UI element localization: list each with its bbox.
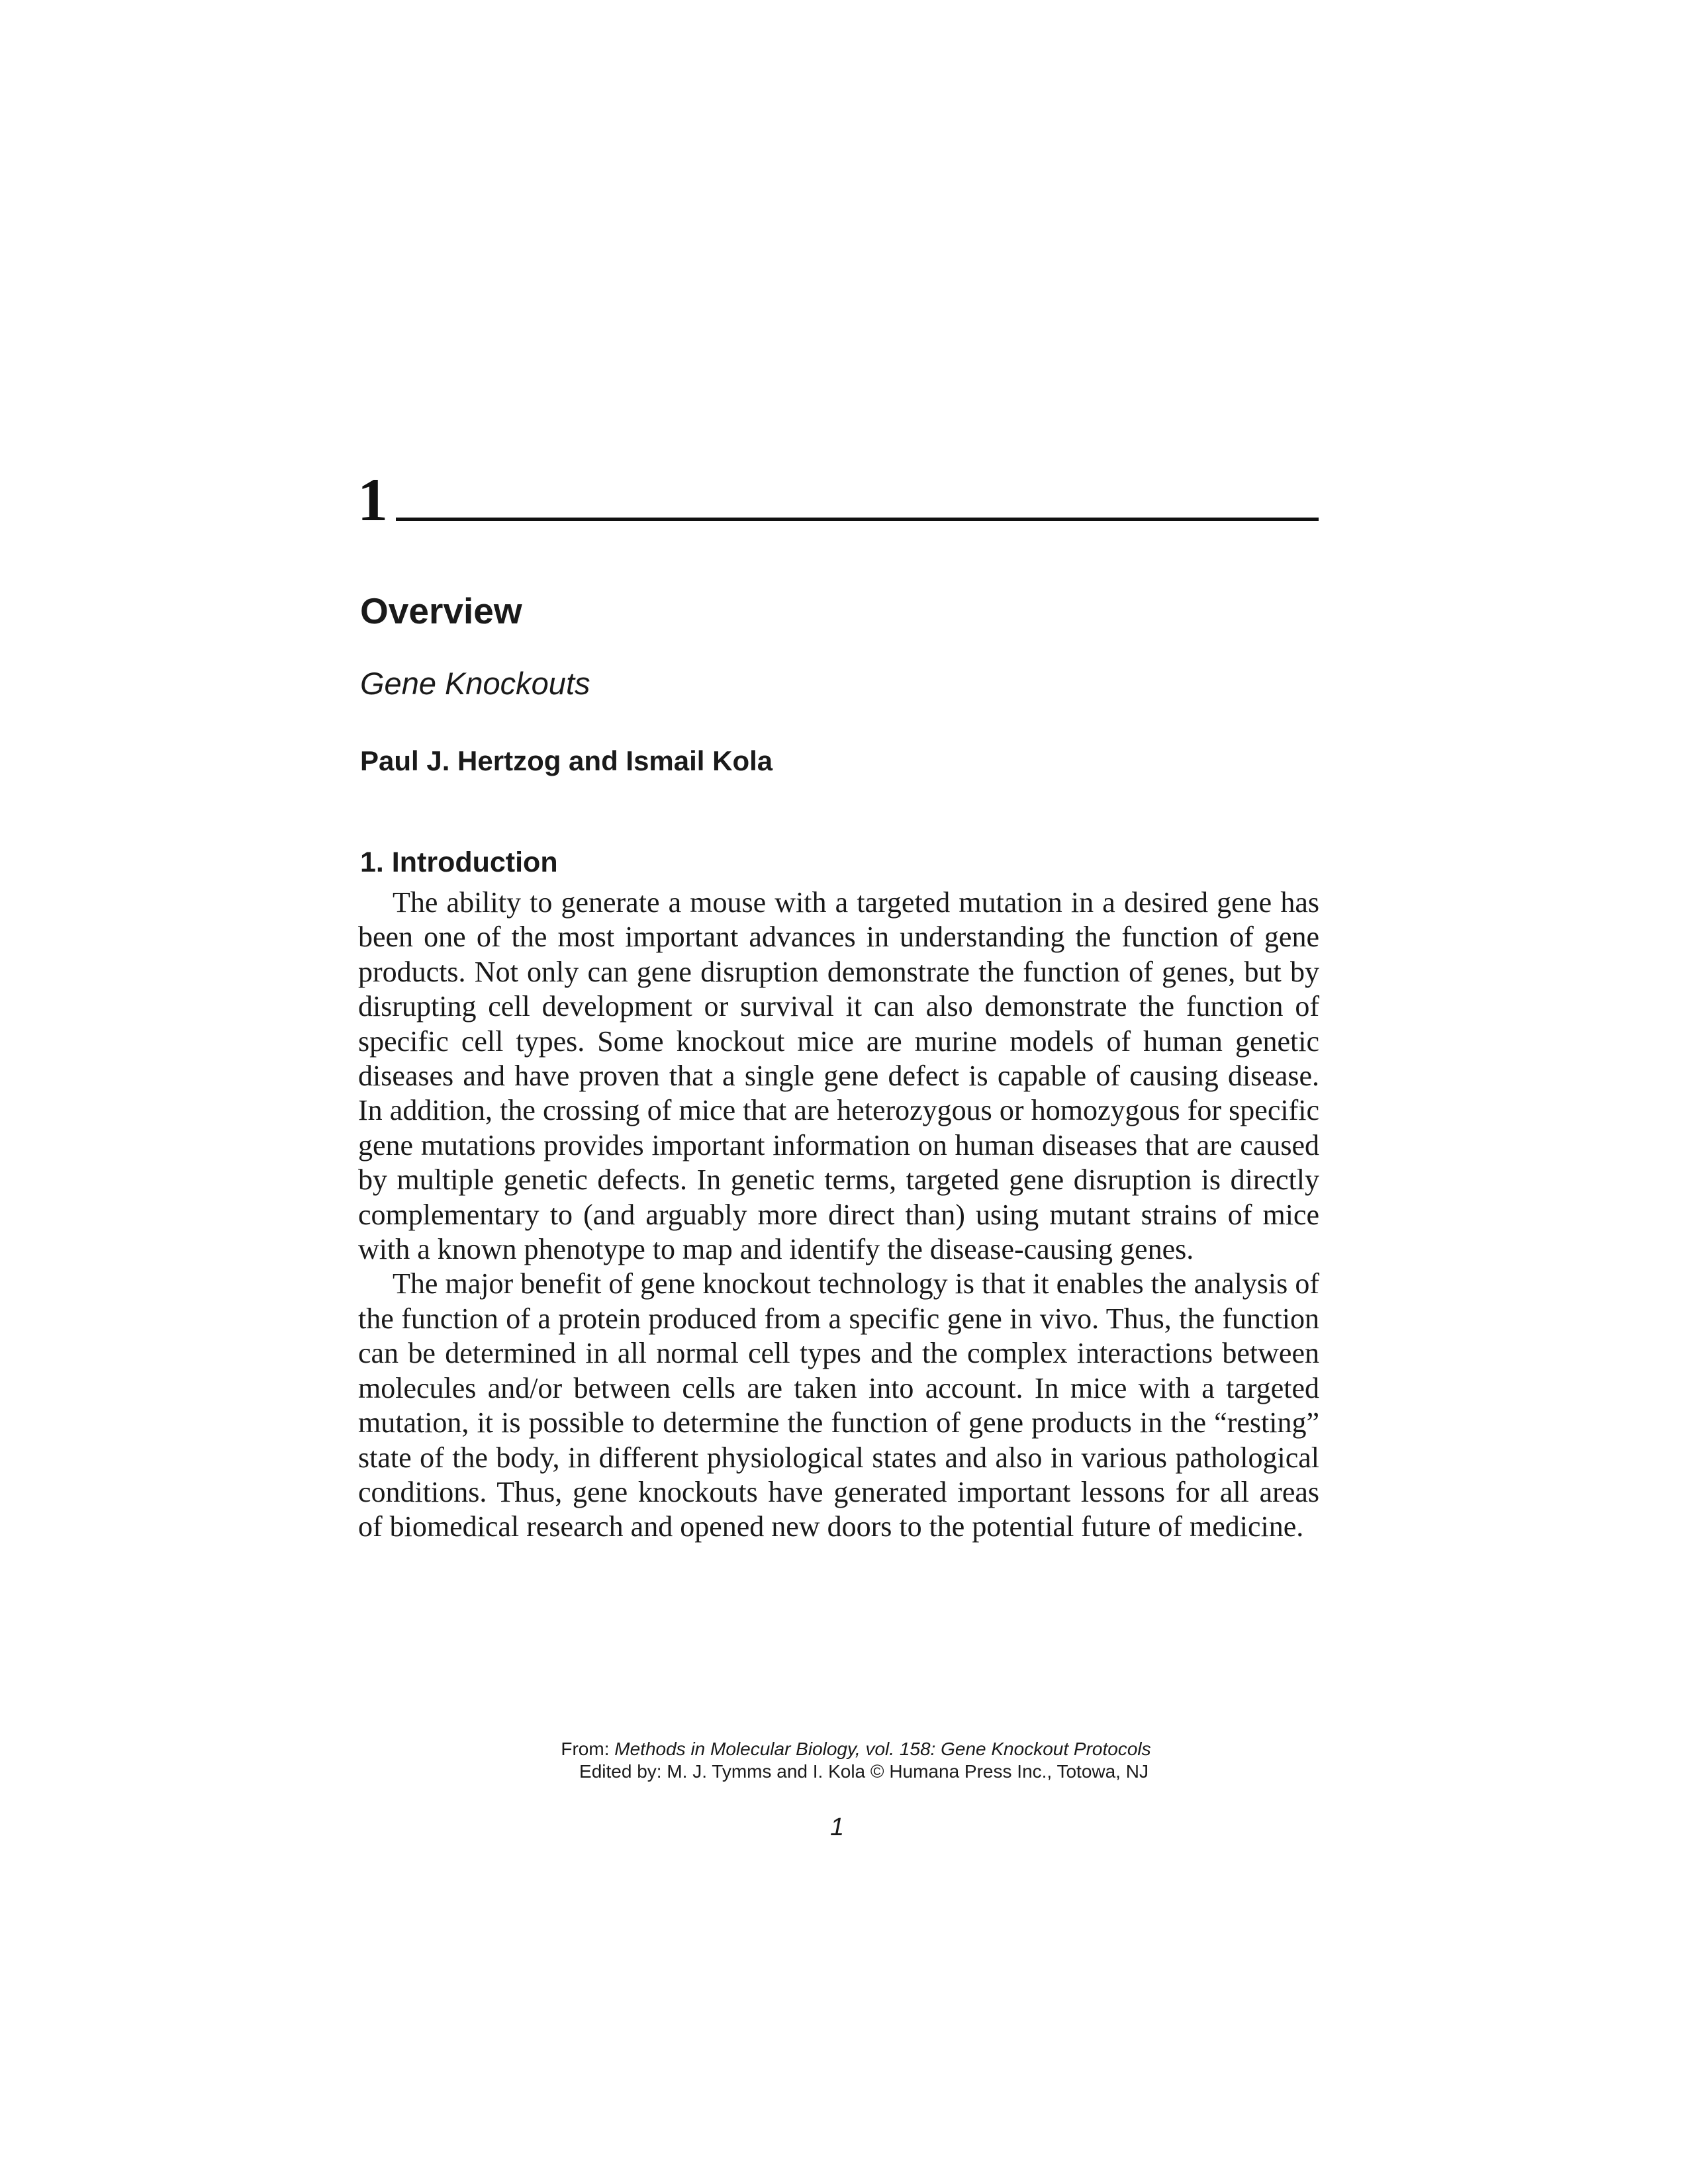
from-label: From: [561,1739,610,1759]
section-body [358,886,1319,1545]
editor-credit: Edited by: M. J. Tymms and I. Kola © Humana Press Inc., Totowa, NJ [579,1761,1149,1782]
body-paragraph: The ability to generate a mouse with a targeted mutation in a desired gene has been one of the most important advances in understanding the function of gene products. Not only can gene disruption demonstrate the function of genes, but by disrupting cell development or survival it can also demonstrate the function of specific cell types. Some knockout mice are murine models of human genetic diseases and have proven that a single gene defect is capable of causing disease. In addition, the crossing of mice that are heterozygous or homozygous for specific gene mutations provides important information on human diseases that are caused by multiple genetic defects. In genetic terms, targeted gene disruption is directly complementary to (and arguably more direct than) using mutant strains of mice with a known phenotype to map and identify the disease-causing genes. [358,886,1319,1266]
body-paragraph: The major benefit of gene knockout technology is that it enables the analysis of the function of a protein produced from a specific gene in vivo. Thus, the function can be determined in all normal cell types and the complex interactions between molecules and/or between cells are taken into account. In mice with a targeted mutation, it is possible to determine the function of gene products in the “resting” state of the body, in different physiological states and also in various pathological conditions. Thus, gene knockouts have generated important lessons for all areas of biomedical research and opened new doors to the potential future of medicine. [358,1267,1319,1543]
source-citation [0,1738,1688,1760]
page-number: 1 [830,1813,845,1841]
chapter-header [357,463,1319,536]
chapter-number: 1 [357,466,388,533]
chapter-title: Overview [360,590,522,631]
chapter-rule [396,518,1319,521]
section-heading: 1. Introduction [360,846,558,878]
source-footer [0,1738,1688,1783]
chapter-authors: Paul J. Hertzog and Ismail Kola [360,745,773,776]
chapter-subtitle: Gene Knockouts [360,666,590,701]
source-title: Methods in Molecular Biology, vol. 158: Gene Knockout Protocols [614,1739,1151,1759]
